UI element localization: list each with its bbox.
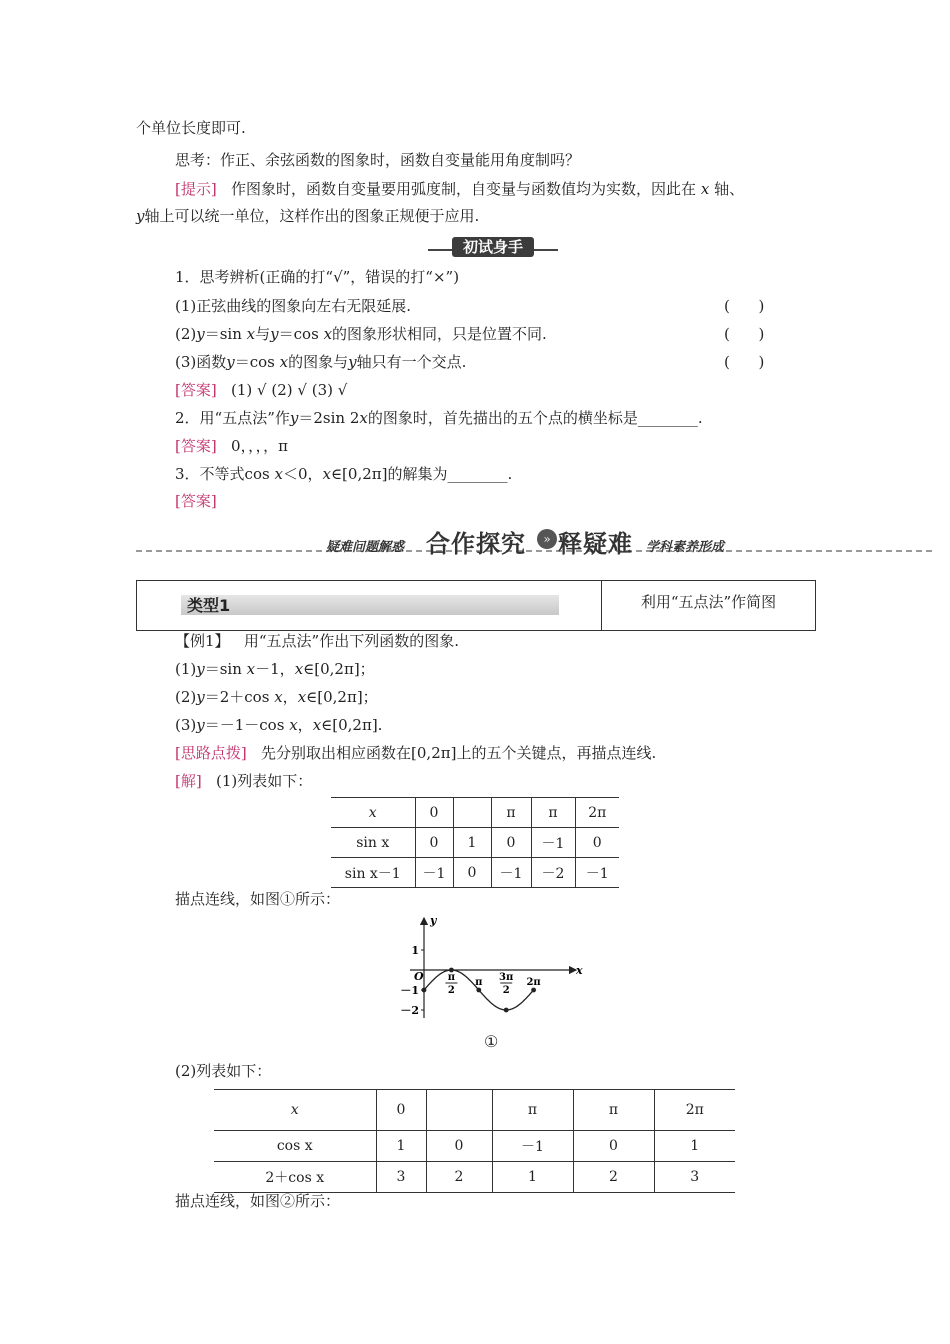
table-cell: －1: [415, 858, 453, 888]
draw-instruction-2: 描点连线，如图②所示：: [175, 1192, 341, 1210]
section-left-caption: 疑难问题解惑: [326, 540, 405, 555]
y-tick-label: －2: [400, 1004, 419, 1017]
draw-instruction-1: 描点连线，如图①所示：: [175, 890, 341, 908]
q1-answer-blank-1: ( ): [724, 297, 765, 315]
answer-2: [175, 436, 288, 456]
table-cell: －1: [492, 1131, 573, 1162]
table-cell: 1: [376, 1131, 426, 1162]
table-cell: 0: [491, 828, 531, 858]
idea-text: 先分别取出相应函数在[0,2π]上的五个关键点，再描点连线.: [261, 744, 657, 762]
hint-line-1: [175, 179, 744, 199]
answer-tag: [答案]: [175, 381, 217, 399]
answer-1-text: (1) √ (2) √ (3) √: [231, 381, 348, 399]
section-title-a: 合作探究: [426, 530, 526, 558]
table-cell: π: [491, 798, 531, 828]
hint-text-a: 作图象时，函数自变量要用弧度制，自变量与函数值均为实数，因此在: [231, 180, 697, 198]
svg-text:2: 2: [447, 985, 455, 996]
solution-step-2: (2)列表如下：: [175, 1062, 272, 1080]
table-cell: 0: [575, 828, 619, 858]
section-divider: [136, 550, 932, 552]
double-chevron-icon: »: [537, 529, 557, 549]
solution-line: [175, 771, 312, 791]
type-box: [136, 580, 816, 631]
figure-1-caption: ①: [484, 1032, 499, 1051]
origin-label: O: [414, 970, 424, 983]
hint-text-b: 轴、: [714, 180, 745, 198]
data-point: [476, 988, 481, 993]
table-cell: 0: [453, 858, 491, 888]
svg-text:π: π: [475, 977, 483, 988]
q1-item-1: (1)正弦曲线的图象向左右无限延展.: [175, 297, 412, 315]
table-cell: 2＋cos x: [214, 1162, 376, 1193]
y-axis-label: y: [430, 914, 437, 927]
data-point: [449, 968, 454, 973]
svg-text:2π: 2π: [526, 977, 541, 988]
table-cell: 1: [453, 828, 491, 858]
table-cell: 2π: [575, 798, 619, 828]
table-cell: 3: [654, 1162, 735, 1193]
table-cell: 2π: [654, 1090, 735, 1131]
q2: 2．用“五点法”作y＝2sin 2x的图象时，首先描出的五个点的横坐标是________.: [175, 409, 703, 427]
svg-text:2: 2: [502, 985, 510, 996]
example-text: 用“五点法”作出下列函数的图象.: [243, 632, 459, 650]
table-cell: 0: [415, 798, 453, 828]
answer-2-text: 0，，，，π: [231, 437, 288, 455]
table-row: [331, 798, 619, 828]
table-row: [214, 1162, 735, 1193]
hint-var-y: y: [136, 207, 145, 225]
table-cell: sin x: [331, 828, 415, 858]
svg-text:π: π: [447, 972, 456, 983]
table-cell: π: [573, 1090, 654, 1131]
table-cell: －1: [491, 858, 531, 888]
table-cell: 0: [376, 1090, 426, 1131]
q1-answer-blank-3: ( ): [724, 353, 765, 371]
section-title-b: 释疑难: [558, 530, 633, 558]
x-tick-label: [526, 977, 540, 988]
y-tick-label: －1: [400, 984, 419, 997]
data-point: [422, 988, 427, 993]
value-table-2: [214, 1089, 735, 1193]
hint-text-c: 轴上可以统一单位，这样作出的图象正规便于应用.: [144, 207, 480, 225]
table-cell: 1: [654, 1131, 735, 1162]
svg-text:3π: 3π: [499, 972, 514, 983]
idea-line: [175, 743, 656, 763]
example-part-3: (3)y＝－1－cos x，x∈[0,2π].: [175, 716, 383, 734]
type-label: 类型1: [187, 596, 231, 615]
think-question: 思考：作正、余弦函数的图象时，函数自变量能用角度制吗？: [175, 151, 581, 169]
table-row: [331, 828, 619, 858]
table-cell: π: [531, 798, 575, 828]
continuation-line: 个单位长度即可.: [136, 119, 246, 137]
table-cell: 0: [573, 1131, 654, 1162]
answer-3: [175, 491, 217, 511]
q1-title: 1．思考辨析(正确的打“√”，错误的打“×”): [175, 268, 460, 286]
table-cell: 3: [376, 1162, 426, 1193]
trial-banner: [428, 236, 558, 258]
table-cell: [426, 1090, 492, 1131]
table-cell: x: [214, 1090, 376, 1131]
y-tick-label: 1: [411, 944, 419, 957]
table-cell: 0: [415, 828, 453, 858]
section-right-caption: 学科素养形成: [646, 540, 725, 555]
hint-tag: [提示]: [175, 180, 217, 198]
hint-var-x: x: [700, 180, 710, 198]
type-title: 利用“五点法”作简图: [640, 593, 777, 611]
table-cell: 2: [426, 1162, 492, 1193]
example-tag: 【例1】: [175, 632, 230, 650]
answer-1: [175, 380, 347, 400]
table-cell: π: [492, 1090, 573, 1131]
table-cell: x: [331, 798, 415, 828]
data-point: [504, 1008, 509, 1013]
table-cell: －2: [531, 858, 575, 888]
q3: 3．不等式cos x＜0，x∈[0,2π]的解集为________.: [175, 465, 513, 483]
x-tick-label: [445, 972, 457, 996]
table-cell: 1: [492, 1162, 573, 1193]
table-cell: cos x: [214, 1131, 376, 1162]
example-part-2: (2)y＝2＋cos x，x∈[0,2π]；: [175, 688, 378, 706]
table-cell: －1: [575, 858, 619, 888]
figure-1-graph: [396, 910, 596, 1028]
example-part-1: (1)y＝sin x－1，x∈[0,2π]；: [175, 660, 375, 678]
hint-line-2: [136, 206, 479, 226]
idea-tag: [思路点拨]: [175, 744, 247, 762]
q1-answer-blank-2: ( ): [724, 325, 765, 343]
table-row: [214, 1090, 735, 1131]
table-cell: 0: [426, 1131, 492, 1162]
x-tick-label: [499, 972, 513, 996]
answer-tag: [答案]: [175, 437, 217, 455]
solution-step-1: (1)列表如下：: [216, 772, 313, 790]
table-row: [214, 1131, 735, 1162]
q1-item-3: (3)函数y＝cos x的图象与y轴只有一个交点.: [175, 353, 467, 371]
table-row: [331, 858, 619, 888]
table-cell: sin x－1: [331, 858, 415, 888]
trial-banner-label: 初试身手: [452, 237, 534, 257]
table-cell: －1: [531, 828, 575, 858]
answer-tag: [答案]: [175, 492, 217, 510]
data-point: [531, 988, 536, 993]
table-cell: 2: [573, 1162, 654, 1193]
table-cell: [453, 798, 491, 828]
solution-tag: [解]: [175, 772, 202, 790]
x-axis-label: x: [576, 964, 583, 977]
example-heading: [175, 631, 459, 651]
q1-item-2: (2)y＝sin x与y＝cos x的图象形状相同，只是位置不同.: [175, 325, 547, 343]
value-table-1: [331, 797, 619, 888]
